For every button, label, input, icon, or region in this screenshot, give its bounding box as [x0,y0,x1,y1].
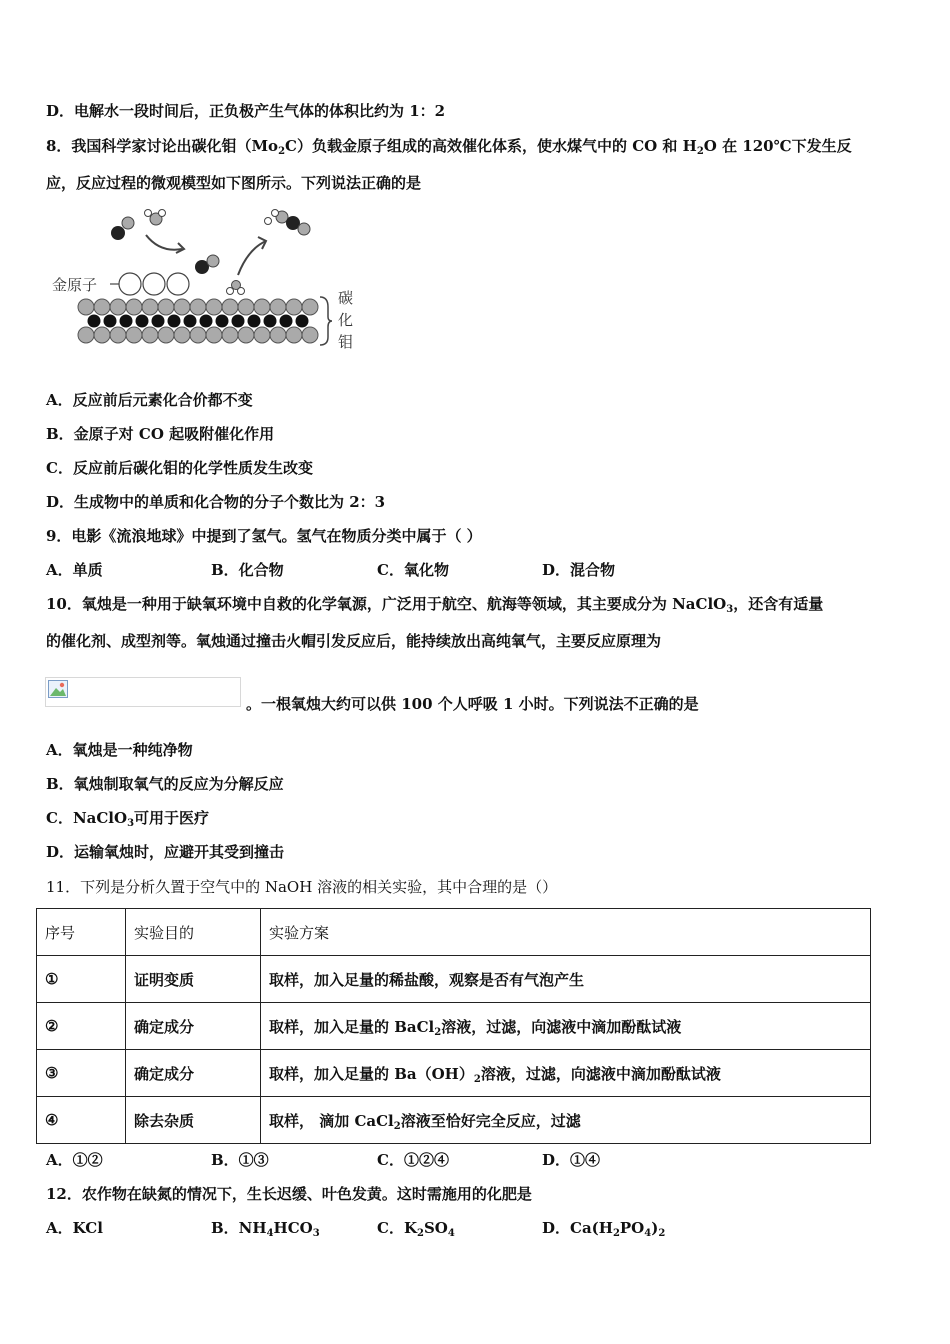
opt-part: SO [423,1219,448,1237]
q9-option-b: B．化合物 [211,561,284,579]
row-goal: 证明变质 [126,956,261,1003]
q8-option-d: D．生成物中的单质和化合物的分子个数比为 2：3 [46,493,386,511]
plan-sub: 2 [393,1120,401,1132]
opt-sub: 2 [612,1228,620,1239]
row-no: ③ [37,1050,126,1097]
row-goal: 确定成分 [126,1003,261,1050]
reaction-equation-image [45,677,241,707]
q10-option-c [46,808,209,828]
q11-stem: 11．下列是分析久置于空气中的 NaOH 溶液的相关实验，其中合理的是（） [46,878,558,896]
plan-part: 溶液，过滤，向滤液中滴加酚酞试液 [441,1017,682,1036]
gold-atoms [119,273,189,295]
table-row [37,1003,871,1050]
header-goal: 实验目的 [126,909,261,956]
q10-option-b: B．氧烛制取氧气的反应为分解反应 [46,775,284,793]
q9-stem: 9．电影《流浪地球》中提到了氢气。氢气在物质分类中属于（ ） [46,527,482,545]
q11-option-b: B．①③ [211,1151,269,1169]
q9-option-d: D．混合物 [542,561,616,579]
q10-option-c-part: 可用于医疗 [134,809,210,827]
broken-image-icon [48,680,68,698]
catalyst-diagram [50,205,370,365]
q10-stem-part: ，还含有适量 [733,595,824,613]
plan-part: 取样，加入足量的 BaCl [269,1017,435,1036]
q11-option-d: D．①④ [542,1151,601,1169]
q10-sub: 3 [127,818,135,829]
q12-option-c [377,1218,455,1238]
q10-option-a: A．氧烛是一种纯净物 [46,741,193,759]
plan-part: 溶液至恰好完全反应，过滤 [400,1111,581,1130]
q8-option-b: B．金原子对 CO 起吸附催化作用 [46,425,275,443]
label-gold-atom: 金原子 [52,276,98,294]
q8-stem-part: O 在 120℃下发生反 [703,137,852,155]
label-side-3: 钼 [338,333,354,351]
opt-part: ) [651,1219,659,1237]
arrow-in [146,235,182,250]
plan-part: 取样， 滴加 CaCl [269,1111,394,1130]
plan-part: 溶液，过滤，向滤液中滴加酚酞试液 [480,1064,721,1083]
opt-sub: 4 [644,1228,652,1239]
q8-stem-part: 8．我国科学家讨论出碳化钼（Mo [46,137,279,155]
q10-stem-line1 [46,594,823,614]
opt-sub: 4 [447,1228,455,1239]
q7-option-d: D．电解水一段时间后，正负极产生气体的体积比约为 1：2 [46,102,446,120]
opt-part: PO [619,1219,645,1237]
q10-stem-line3: 。一根氧烛大约可以供 100 个人呼吸 1 小时。下列说法不正确的是 [246,695,699,713]
plan-part: 取样，加入足量的 Ba（OH） [269,1064,474,1083]
plan-sub: 2 [434,1026,442,1038]
q8-option-a: A．反应前后元素化合价都不变 [46,391,253,409]
q8-option-c: C．反应前后碳化钼的化学性质发生改变 [46,459,313,477]
q10-option-c-part: C．NaClO [46,809,128,827]
opt-sub: 3 [312,1228,320,1239]
row-no: ④ [37,1097,126,1144]
table-row [37,1097,871,1144]
q8-sub: 2 [278,146,286,157]
opt-part: HCO [273,1219,313,1237]
plan-sub: 2 [473,1073,481,1085]
q10-sub: 3 [726,604,734,615]
row-plan [261,1003,871,1050]
opt-part: B．NH [211,1219,267,1237]
q9-option-a: A．单质 [46,561,103,579]
opt-sub: 2 [658,1228,666,1239]
mo-carbide-layers [78,299,318,343]
experiment-table [36,908,871,1144]
q12-stem: 12．农作物在缺氮的情况下，生长迟缓、叶色发黄。这时需施用的化肥是 [46,1185,532,1203]
row-plan: 取样，加入足量的稀盐酸，观察是否有气泡产生 [261,956,871,1003]
q8-stem-part: C）负载金原子组成的高效催化体系，使水煤气中的 CO 和 H [285,137,697,155]
molecule-co2-after [265,210,311,236]
header-no: 序号 [37,909,126,956]
molecule-h2o-before [145,210,166,226]
row-goal: 确定成分 [126,1050,261,1097]
opt-part: D．Ca(H [542,1219,613,1237]
q8-sub: 2 [696,146,704,157]
table-row [37,1050,871,1097]
table-header-row [37,909,871,956]
row-goal: 除去杂质 [126,1097,261,1144]
q8-stem-line2: 应，反应过程的微观模型如下图所示。下列说法正确的是 [46,174,422,192]
q8-stem-line1 [46,136,852,156]
q12-option-d [542,1218,665,1238]
arrow-out [238,241,266,275]
q11-option-c: C．①②④ [377,1151,449,1169]
table-row [37,956,871,1003]
q12-option-a: A．KCl [46,1219,103,1237]
molecule-co-before [111,217,134,240]
q11-option-a: A．①② [46,1151,103,1169]
q10-stem-part: 10．氧烛是一种用于缺氧环境中自救的化学氧源，广泛用于航空、航海等领域，其主要成分为 NaClO [46,595,727,613]
q10-option-d: D．运输氧烛时，应避开其受到撞击 [46,843,285,861]
header-plan: 实验方案 [261,909,871,956]
opt-sub: 4 [266,1228,274,1239]
row-plan [261,1097,871,1144]
opt-part: C．K [377,1219,417,1237]
brace [320,297,332,345]
q12-option-b [211,1218,320,1238]
q9-option-c: C．氧化物 [377,561,449,579]
row-no: ① [37,956,126,1003]
label-side-2: 化 [338,311,354,329]
row-no: ② [37,1003,126,1050]
row-plan [261,1050,871,1097]
q10-stem-line2: 的催化剂、成型剂等。氧烛通过撞击火帽引发反应后，能持续放出高纯氧气，主要反应原理为 [46,632,662,650]
opt-sub: 2 [416,1228,424,1239]
label-side-1: 碳 [338,289,354,307]
